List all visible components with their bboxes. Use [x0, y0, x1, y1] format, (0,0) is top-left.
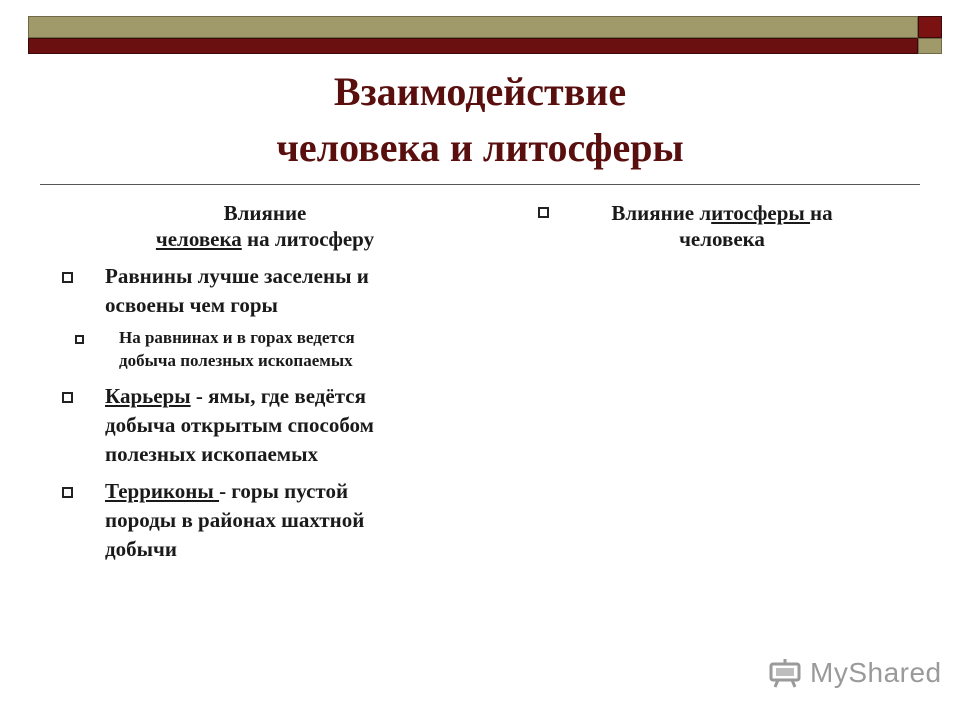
header-square-maroon: [918, 16, 942, 38]
logo-text: MyShared: [810, 657, 942, 688]
bullet-icon: [62, 487, 73, 498]
list-item-line: [105, 477, 465, 506]
left-heading-underlined: человека: [155, 227, 242, 251]
projector-icon: [768, 658, 802, 688]
bullet-icon: [75, 335, 84, 344]
left-heading-line1: Влияние: [223, 201, 307, 225]
right-heading-line1: [562, 200, 882, 226]
list-item-line: освоены чем горы: [105, 293, 278, 317]
list-item-line: Равнины лучше заселены и: [105, 264, 369, 288]
list-item-line: добыча открытым способом: [105, 413, 374, 437]
bullet-icon: [538, 207, 549, 218]
term-karery: Карьеры: [105, 384, 191, 408]
right-column-heading: [562, 200, 882, 252]
list-item-line: На равнинах и в горах ведется: [119, 328, 355, 347]
term-terrikony: Терриконы: [105, 479, 220, 503]
slide-title-line2: человека и литосферы: [276, 125, 684, 170]
list-item-line: добычи: [105, 537, 177, 561]
left-column-heading: [100, 200, 430, 252]
list-item: [105, 477, 465, 564]
right-heading-start: Влияние л: [611, 201, 712, 225]
header-bar-maroon: [28, 38, 918, 54]
left-heading-rest: на литосферу: [241, 227, 375, 251]
right-heading-rest: на: [810, 201, 833, 225]
list-item-line: добыча полезных ископаемых: [119, 351, 353, 370]
list-item-line: породы в районах шахтной: [105, 508, 365, 532]
list-item: [105, 382, 465, 469]
bullet-icon: [62, 392, 73, 403]
right-heading-line2: человека: [679, 227, 765, 251]
title-divider: [40, 184, 920, 185]
header-bar-olive: [28, 16, 918, 38]
slide-title-line1: Взаимодействие: [333, 69, 627, 114]
right-heading-underlined: итосферы: [711, 201, 811, 225]
myshared-logo: [768, 656, 942, 690]
left-heading-line2: [100, 226, 430, 252]
list-item: [105, 262, 465, 320]
list-item: [119, 326, 464, 372]
bullet-icon: [62, 272, 73, 283]
list-item-line: [105, 382, 465, 411]
list-item-line: полезных ископаемых: [105, 442, 318, 466]
list-item-text: - ямы, где ведётся: [190, 384, 366, 408]
list-item-text: - горы пустой: [219, 479, 349, 503]
header-square-olive: [918, 38, 942, 54]
